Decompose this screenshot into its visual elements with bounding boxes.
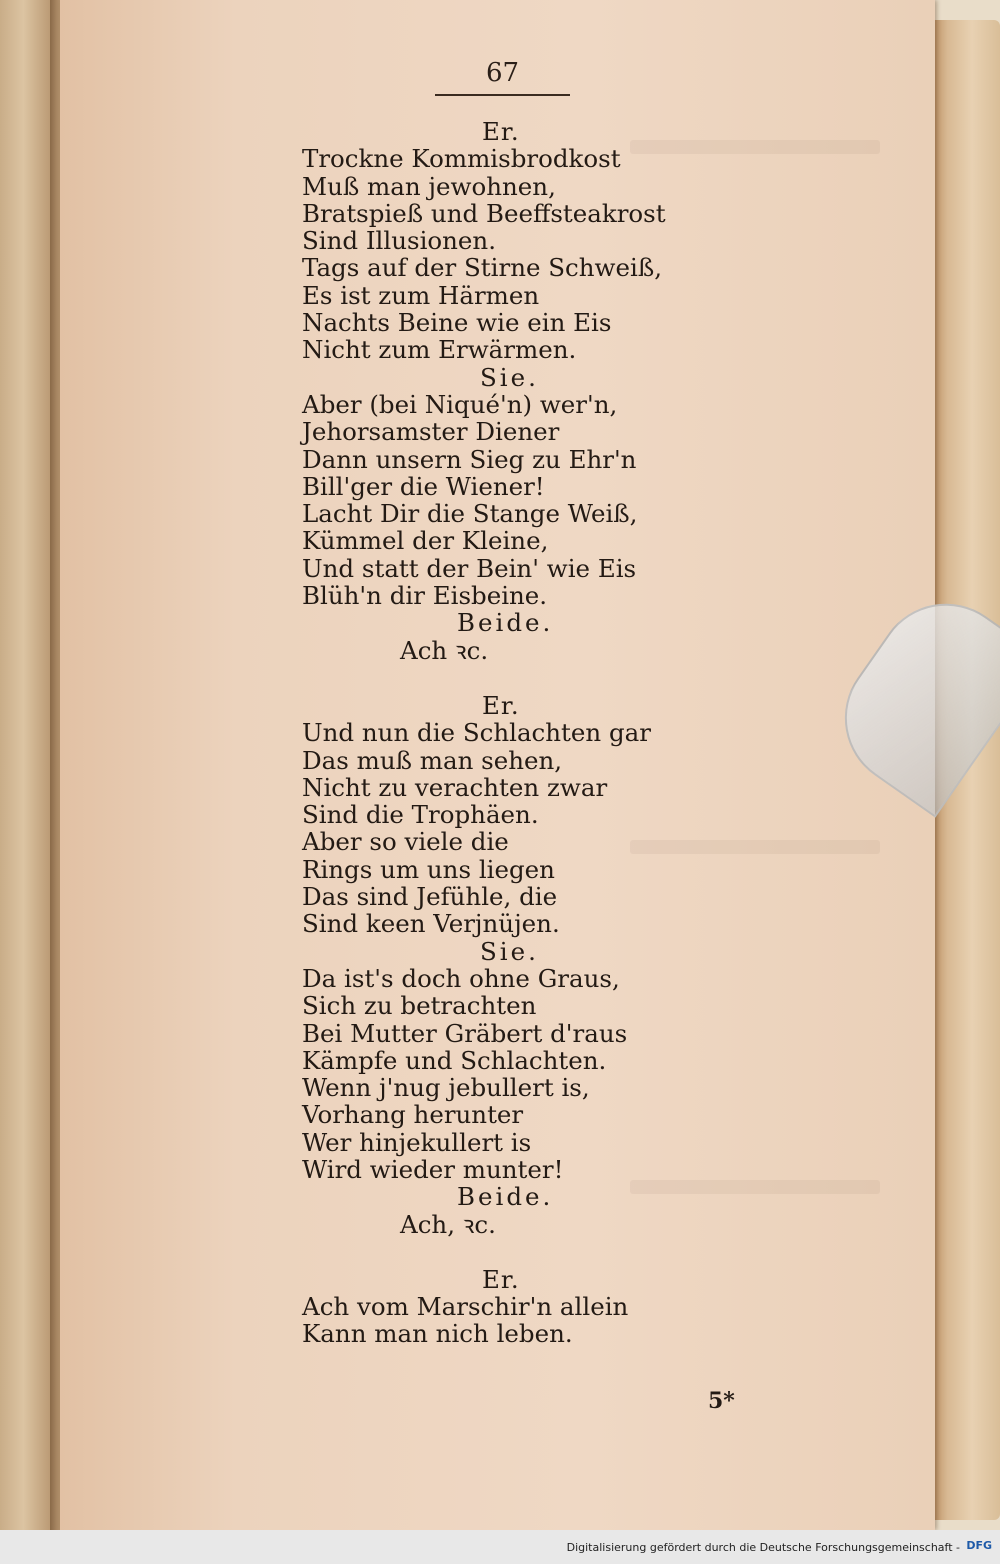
header-rule (435, 94, 570, 96)
verse-line: Vorhang herunter (302, 1100, 524, 1130)
speaker-label: Er. (482, 117, 520, 146)
verse-line: Sind Illusionen. (302, 226, 497, 256)
verse-line: Wer hinjekullert is (302, 1127, 532, 1157)
verse-line: Sind die Trophäen. (302, 800, 539, 830)
speaker-label: Er. (482, 690, 520, 720)
verse-line: Es ist zum Härmen (302, 280, 540, 310)
verse-line: Dann unsern Sieg zu Ehr'n (302, 444, 637, 474)
verse-line: Kümmel der Kleine, (302, 526, 549, 556)
verse-line: Tags auf der Stirne Schweiß, (302, 253, 662, 283)
verse-line: Und statt der Bein' wie Eis (302, 553, 637, 583)
poem-text (302, 118, 682, 1348)
verse-line: Kämpfe und Schlachten. (302, 1045, 607, 1075)
verse-line: Aber so viele die (302, 827, 509, 857)
verse-line: Nachts Beine wie ein Eis (302, 308, 612, 338)
stanza-gap (302, 1238, 682, 1266)
page-number: 67 (486, 58, 520, 88)
verse-line: Bratspieß und Beeffsteakrost (302, 198, 666, 228)
verse-line: Sind keen Verjnüjen. (302, 909, 560, 939)
verse-line: Das sind Jefühle, die (302, 882, 558, 912)
verse-line: Sich zu betrachten (302, 991, 537, 1021)
speaker-label: Sie. (480, 936, 539, 966)
speaker-label: Sie. (480, 362, 539, 392)
funding-credit: Digitalisierung gefördert durch die Deutsche Forschungsgemeinschaft - (566, 1541, 960, 1554)
speaker-label: Beide. (457, 608, 554, 638)
dfg-logo: DFG (966, 1539, 992, 1552)
verse-line: Wird wieder munter! (302, 1154, 564, 1184)
verse-line: Und nun die Schlachten gar (302, 718, 651, 748)
refrain-line: Ach, ꝛc. (400, 1209, 496, 1239)
verse-line: Muß man jewohnen, (302, 171, 556, 201)
speaker-label: Beide. (457, 1182, 554, 1212)
verse-line: Trockne Kommisbrodkost (302, 144, 621, 174)
book-spine (0, 0, 52, 1564)
verse-line: Wenn j'nug jebullert is, (302, 1073, 590, 1103)
speaker-label: Er. (482, 1264, 520, 1294)
verse-line: Das muß man sehen, (302, 745, 563, 775)
verse-line: Nicht zum Erwärmen. (302, 335, 577, 365)
verse-line: Bei Mutter Gräbert d'raus (302, 1018, 628, 1048)
verse-line: Ach vom Marschir'n allein (302, 1292, 629, 1322)
verse-line: Nicht zu verachten zwar (302, 772, 608, 802)
signature-mark: 5* (708, 1388, 735, 1414)
verse-line: Blüh'n dir Eisbeine. (302, 581, 548, 611)
verse-line: Lacht Dir die Stange Weiß, (302, 499, 638, 529)
verse-line: Kann man nich leben. (302, 1319, 573, 1349)
verse-line: Da ist's doch ohne Graus, (302, 963, 620, 993)
verse-line: Rings um uns liegen (302, 854, 555, 884)
refrain-line: Ach ꝛc. (400, 635, 489, 665)
stanza-gap (302, 664, 682, 692)
verse-line: Aber (bei Niqué'n) wer'n, (302, 389, 618, 419)
verse-line: Bill'ger die Wiener! (302, 471, 545, 501)
verse-line: Jehorsamster Diener (302, 417, 560, 447)
